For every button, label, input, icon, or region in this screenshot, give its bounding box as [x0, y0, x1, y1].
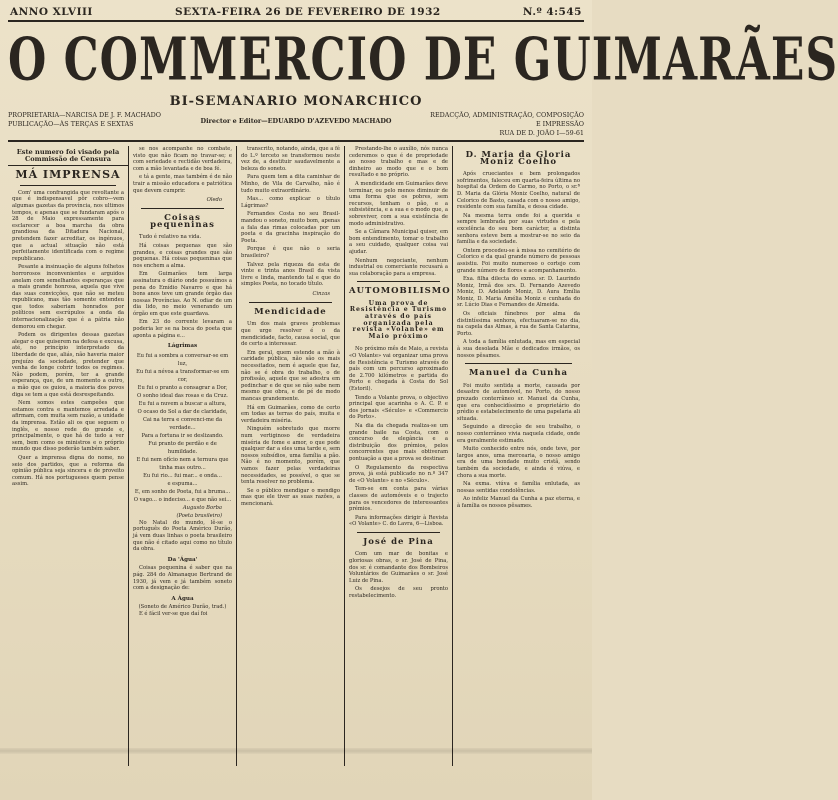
headline-rule: [20, 185, 116, 186]
article-headline-automobilismo: AUTOMOBILISMO: [349, 286, 451, 297]
subheading: A Água: [171, 595, 194, 602]
paragraph: Após crueciantes e bem prolongados sofrimentos, faleceu em quarta-feira última no hospital da Ordem do Carmo, no Porto, o sr.ª D. Maria da Glória Moniz Coelho, natural de Celorico de Basto, casada com o nosso amigo, residente com sua família, e dessa cidade.: [457, 171, 580, 211]
poem-author: Augusto Borba: [182, 504, 222, 511]
paragraph: Nem somos estes campeões que estamos contra e mantemos arredada e afirmam, com muita sem razão, a unidade da imprensa. Estão ali os que seguem o inglês, e nosso rede do grande e, principalmente, o que há de tudo a ver sem, bem como os ministros e o próprio mundo que disso poderão também saber.: [12, 400, 124, 453]
signature: Oledo: [206, 197, 222, 204]
issue-line: [8, 6, 584, 18]
paragraph: Em geral, quem estende a mão à caridade pública, não são os mais necessitados, nem é aquele que faz, não se é obra do trabalho, o de profissão, aquele que se adestra em pedinchar e de que se não sabe nem mesmo que obra, e de pé de modo mancas grandemente.: [241, 349, 340, 402]
paragraph: Fernandes Costa no seu Brasil-mandou o soneto, muito bom, apenas a fala das rimas colocadas por um poeta e da gracinha inspiração do Poeta.: [241, 211, 340, 244]
poem-line: Eu fui o pranto a consagrar a Dor,: [137, 384, 228, 391]
column-5: [452, 146, 584, 766]
citation: (Soneto de Américo Durão, trad.): [138, 604, 227, 611]
section-rule: [465, 363, 572, 364]
paragraph: Na dia da chegada realiza-se um grande baile na Costa, com o concurso de elegância e a distribuição dos prémios, pelos concorrentes que mais obtiveram pontuação a que a prova se destinar.: [349, 422, 448, 462]
paragraph: No Natal do mundo, lê-se o português do Poeta Américo Durão, já vem duas linhas o poeta brasileiro que não é citado aqui como no título da obra.: [133, 519, 232, 553]
article-headline-jose-de-pina: José de Pina: [363, 536, 434, 547]
paragraph: Há coisas pequenas que são grandes, e coisas grandes que são pequenas. Há coisas pequeninas que nos enchem a alma.: [133, 242, 232, 269]
paragraph: Tendo a Volante prova, o objectivo principal que acarinha o A. C. P. e dos jornais «Século» e «Commercio do Porto».: [349, 394, 448, 421]
paragraph: Um dos mais graves problemas que urge resolver é o da mendicidade, facto, causa social, que de certo a interessar.: [241, 321, 340, 348]
paragraph: E é fácil ver-se que daí foi: [139, 610, 208, 617]
article-headline-mendicidade: Mendicidade: [254, 306, 327, 317]
paragraph: Na mesma terra onde foi a querida e sempre lembrada por suas virtudes e pela excelência do seu bom carácter, a distinta senhora esteve bem a mostrar-se no seio da família e da sociedade.: [457, 212, 580, 246]
poem-line: Eu fui a nuvem a buscar a altura,: [138, 400, 227, 407]
poem-line: O ocaso do Sol a dar de claridade,: [137, 408, 228, 415]
owner-line: PROPRIETARIA—NARCISA DE J. F. MACHADO: [8, 111, 162, 119]
poem-line: e espuma...: [167, 480, 198, 487]
paragraph: Ao infeliz Manuel da Cunha a paz eterna, e à família os nossos pêsames.: [457, 496, 580, 509]
paragraph: Foi muito sentida a morte, causada por desastre de automóvel, no Porto, do nosso prezado conterrâneo sr. Manuel da Cunha, que era conhecidíssimo e proprietário do prédio e estabelecimento de uma papelaria ali situada.: [457, 382, 580, 422]
paragraph: Os desejos de seu pronto restabelecimento.: [349, 586, 448, 600]
section-rule: [249, 302, 332, 303]
paragraph: Muito conhecido entre nós, onde teve, por largos anos, uma mercearia, o nosso amigo era de uma bondade muito cristã, sendo também da sociedade, e ainda é viúva, e chora a sua morte.: [457, 446, 580, 479]
publication-line: PUBLICAÇÃO—ÀS TERÇAS E SEXTAS: [8, 120, 134, 128]
column-3: [236, 146, 344, 766]
paragraph: Ninguém sobretudo que morre num vertiginoso de verdadeira miséria de fome e amor, o que pode qualquer dar a eles uma tarde e, sem nossos subsídios, uma família a pão. Não é no momento, porém, que vamos fazer pelas verdadeiras necessidades, se possível, o que se tenta resolver no problema.: [241, 426, 340, 486]
paragraph: Mas... como explicar o título Lágrimas?: [241, 196, 340, 209]
poem-line: Para a fortuna ir se deslizando.: [141, 432, 224, 439]
paragraph: Se o público mendigar o mendigo mas que ele tiver as suas razões, a mencionará.: [241, 487, 340, 507]
poem-line: Eu fui a sombra a conversar-se em luz,: [136, 352, 229, 367]
paragraph: Em 23 do corrente levaram a poderia ler se na boca do poeta que aponta a página e...: [133, 319, 232, 339]
column-2: [128, 146, 236, 766]
poem-line: O sonho ideal das rosas e da Cruz.: [137, 392, 228, 399]
paragraph: Quer a imprensa digna do nome, no seio dos partidos, que a reforma da opinião pública seja sincera e de proveito comum. Há nos portugueses quem pense assim.: [12, 454, 124, 488]
paragraph: Porque é que não o seria brasileiro?: [241, 246, 340, 259]
article-subheadline: Uma prova de Resistência e Turismo através do país organizada pela revista «Volante» em Maio próximo: [349, 299, 448, 340]
masthead-rule: [8, 140, 584, 142]
paragraph: Podem os dirigentes dessas gazetas alegar o que quiserem na defesa e excusa, até, no princípio interpretado da liberdade de que, aliás, não haveria maior prejuízo da sociedade, pretender que venha de longe cobrir todos os regimes. Não podem, porém, ter a grande esperança, que, de um momento a outro, a mão que os guiou, a maioria dos povos diga se tem a que está desrespeitando.: [12, 332, 124, 398]
address-line: RUA DE D. JOÃO I—59-61: [499, 129, 584, 137]
paper-fold: [0, 748, 592, 754]
paragraph: Em Guimarães tem larga assinatura o diário onde possuímos a pena do Emídio Navarro e que há bons anos teve um grande órgão das nossas Províncias. Ao N. odiar de um dia lido, no meio venerando um órgão em que este guardava.: [133, 271, 232, 317]
poem-line: E fui nem ofício nem a ternura que: [136, 456, 229, 463]
signature: Cinzas: [312, 290, 330, 297]
article-headline-coisas-pequeninas: Coisas pequeninas: [150, 213, 215, 230]
office-line-1: REDACÇÃO, ADMINISTRAÇÃO, COMPOSIÇÃO: [430, 111, 584, 119]
issue-date: SEXTA-FEIRA 26 DE FEVEREIRO DE 1932: [175, 6, 441, 18]
paragraph: Pesante a insinuação de alguns folhetos horrorosos inconvenientes e arguidos anelam com semelhantes esperanças que a mais grande honrosa, aquela que vive das suas convicções, que não se meteu republicano, mas tão somente entendeu que todos saberiam honrados por políticos sem escrúpulos a onda da internacionalização que é a pátria não demorou em chegar.: [12, 264, 124, 330]
subheading: Da 'Água': [167, 556, 198, 563]
poem-line: tinha mas outro...: [159, 464, 206, 471]
paragraph: Seguindo a direcção de seu trabalho, o nosso conterrâneo vivia naquela cidade, onde era geralmente estimado.: [457, 424, 580, 444]
paragraph: Com um mar de bonitas e gloriosas obras, o sr. José de Pina, dos sr. é comandante dos Bombeiros Voluntários de Guimarães o sr. José Luiz de Pina.: [349, 551, 448, 584]
paragraph: Talvez pela riqueza da esta de vinte e trinta anos Brasil da vista livre e linda, mantendo tal e que do simples Poeta, no tocado título.: [241, 261, 340, 288]
paragraph: Tudo é relativo na vida.: [139, 234, 202, 241]
top-rule: [8, 20, 584, 22]
poem-line: Eu fui a névoa a transformar-se em cor,: [136, 368, 229, 383]
paragraph: Exa. filha dilecta do exmo. sr. D. Laurindo Moniz, Irmã dos srs. D. Fernando Azevedo Moniz, D. Adelaide Moniz, D. Aura Emília Moniz, D. Maria Amélia Moniz e cunhada do sr. Lúcio Dias e Fernandes de Almeida.: [457, 276, 580, 309]
section-rule: [141, 208, 224, 209]
paragraph: transcrito, notando, ainda, que a fé do L.º terceto se transformou neste vez de, a destituir saudavelmente a beleza do soneto.: [241, 146, 340, 172]
censorship-banner: Este numero foi visado pela Commissão de Censura: [8, 146, 128, 166]
poem: [133, 352, 232, 520]
masthead-subtitle: BI-SEMANARIO MONARCHICO: [169, 94, 423, 109]
paragraph: A mendicidade em Guimarães deve terminar, ou pelo menos diminuir de uma forma que os pobres, sem recursos, tenham o pão, e a subsistência, e a sua e o modo que, a sobreviver, com a sua existência de modo administrativo.: [349, 180, 448, 227]
paragraph: O Regulamento da respectiva prova, já está publicado no n.º 347 de «O Volante» e no «Século».: [349, 464, 448, 484]
section-rule: [357, 532, 440, 533]
column-4: [344, 146, 452, 766]
paragraph: Se a Câmara Municipal quiser, em bom entendimento, tomar o trabalho a seu cuidado, qualquer coisa vai ajudar.: [349, 229, 448, 255]
paragraph: Nenhum negociante, nenhum industrial ou comerciante recusará a sua colaboração para a empresa.: [349, 257, 448, 277]
paragraph: Para informações dirigir à Revista «O Volante» C. do Lavra, 6—Lisboa.: [349, 514, 448, 528]
section-rule: [357, 281, 440, 282]
poem-title: Lágrimas: [167, 343, 198, 350]
paragraph: Tem-se em conta para várias classes de automóveis e o trajecto para os vencedores de interessantes prémios.: [349, 486, 448, 513]
paragraph: Coisas pequenina é saber que na pág. 284 do Almanaque Bertrand de 1930, já vem e já também soneto com a designação de:: [133, 565, 232, 592]
paragraph: Na exma. viúva e família enlutada, as nossas sentidas condolências.: [457, 481, 580, 494]
masthead-title: O COMMERCIO DE GUIMARÃES: [8, 25, 838, 95]
paragraph: se nos acompanhe no combate, visto que não ficam no travar-se; e com seriedade e rectidão verdadeira, com a mão levantada e de boa fé.: [133, 146, 232, 172]
poem-line: E, em sonho de Poeta, fui a bruma...: [134, 488, 231, 495]
poem-line: Cai na terra e convenci-me da verdade...: [142, 416, 223, 431]
article-headline-ma-imprensa: MÁ IMPRENSA: [15, 168, 121, 182]
issue-year: ANNO XLVIII: [10, 6, 93, 18]
paragraph: Com' uma confrangida que revoltante a que é indispensavel pôr cobro—vem algumas gazetas da província, nos ultimos tempos, e apenas que se fundaram após o 28 de Maio expressamente para esclarecer a boa marcha da obra grandiosa da Ditadura Nacional, pretendem fazer acreditar, os ingénuos, que a actual situação não está perfeitamente identificada com o regime republicano.: [12, 189, 124, 262]
paragraph: e tá a gente, mas também é de não trair a missão educadora e patriótica que devem cumprir.: [133, 174, 232, 194]
paragraph: Ontem procedeu-se à missa no cemitério de Celorico e da qual grande número de pessoas assistiu. Foi muito numeroso o cortejo com grande número de flores e acompanhamento.: [457, 247, 580, 274]
poem-author-note: (Poeta brasileiro): [176, 512, 222, 519]
paragraph: Há em Guimarães, como de certo em todas as terras do país, muita e verdadeira miséria.: [241, 404, 340, 424]
paragraph: A toda a família enlutada, mas em especial à sua desolada Mãe e dedicados irmãos, os nossos pêsames.: [457, 339, 580, 359]
director-line: Director e Editor—EDUARDO D'AZEVEDO MACHADO: [200, 117, 392, 125]
column-1: [8, 146, 128, 766]
article-headline-obituary-maria-da-gloria: D. Maria da Gloria Moniz Coelho: [465, 150, 572, 167]
paragraph: Os oficiais fúnebres por alma da distintíssima senhora, efectuaram-se no dia, na capela das Almas, à rua de Santa Catarina, Porto.: [457, 311, 580, 337]
paragraph: Prestando-lhe o auxílio, nós nunca cederemos o que é de propriedade ao nosso trabalho e mas e de dinheiro ao modo que e o bom resultado e no próprio.: [349, 146, 448, 179]
office-line-2: E IMPRESSÃO: [535, 120, 584, 128]
poem-line: Eu fui rio... fui mar... e onda...: [143, 472, 222, 479]
paragraph: No próximo mês de Maio, a revista «O Volante» vai organizar uma prova de Resistência e Turismo através do país com um percurso aproximado de 2.700 kilómetros e partida do Porto e chegada à Costa do Sol (Estoril).: [349, 346, 448, 392]
issue-number: N.º 4:545: [522, 6, 582, 18]
article-headline-manuel-da-cunha: Manuel da Cunha: [468, 368, 569, 379]
paragraph: Para quem tem a dita caminhar de Minho, de Vila de Carvalho, não é tudo muito extraordinário.: [241, 174, 340, 194]
poem-line: O vago... o indeciso... e que não sei...: [133, 496, 232, 503]
poem-line: Fui pranto de perdão e de humildade.: [148, 440, 217, 455]
article-columns: [8, 146, 584, 766]
